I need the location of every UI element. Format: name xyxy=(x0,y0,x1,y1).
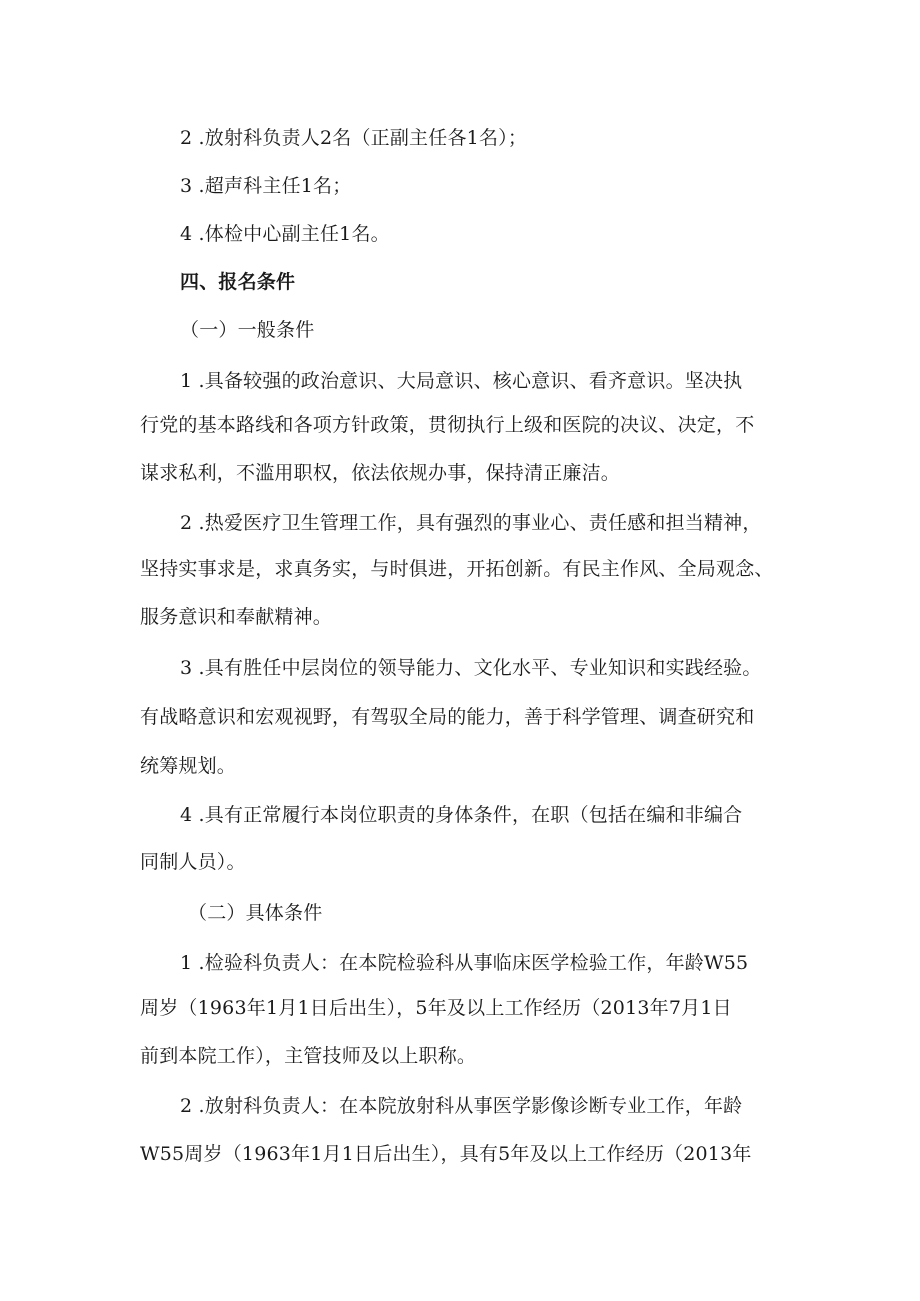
paragraph-line: 2 .放射科负责人：在本院放射科从事医学影像诊断专业工作，年龄 xyxy=(180,1095,743,1117)
paragraph-line: 谋求私利，不滥用职权，依法依规办事，保持清正廉洁。 xyxy=(140,462,621,484)
list-item-radiology-count: 2 .放射科负责人2名（正副主任各1名）； xyxy=(180,127,528,149)
paragraph-line: 前到本院工作），主管技师及以上职称。 xyxy=(140,1045,477,1067)
list-item-ultrasound: 3 .超声科主任1名； xyxy=(180,175,352,197)
paragraph-line: 1 .具备较强的政治意识、大局意识、核心意识、看齐意识。坚决执 xyxy=(180,370,743,392)
section-heading-registration: 四、报名条件 xyxy=(180,271,296,293)
subheading-specific-conditions: （二）具体条件 xyxy=(188,902,323,924)
subheading-general-conditions: （一）一般条件 xyxy=(180,319,315,341)
paragraph-line: 周岁（1963年1月1日后出生），5年及以上工作经历（2013年7月1日 xyxy=(140,997,732,1019)
paragraph-line: 坚持实事求是，求真务实，与时俱进，开拓创新。有民主作风、全局观念、 xyxy=(140,558,774,580)
paragraph-line: 统筹规划。 xyxy=(140,755,237,777)
paragraph-line: 有战略意识和宏观视野，有驾驭全局的能力，善于科学管理、调查研究和 xyxy=(140,706,755,728)
paragraph-line: 1 .检验科负责人：在本院检验科从事临床医学检验工作，年龄W55 xyxy=(180,952,749,974)
paragraph-line: 服务意识和奉献精神。 xyxy=(140,606,333,628)
paragraph-line: 2 .热爱医疗卫生管理工作，具有强烈的事业心、责任感和担当精神， xyxy=(180,512,762,534)
paragraph-line: 行党的基本路线和各项方针政策，贯彻执行上级和医院的决议、决定，不 xyxy=(140,414,755,436)
paragraph-line: 3 .具有胜任中层岗位的领导能力、文化水平、专业知识和实践经验。 xyxy=(180,657,762,679)
list-item-health-center: 4 .体检中心副主任1名。 xyxy=(180,223,390,245)
paragraph-line: 同制人员）。 xyxy=(140,851,246,873)
paragraph-line: W55周岁（1963年1月1日后出生），具有5年及以上工作经历（2013年 xyxy=(140,1143,752,1165)
paragraph-line: 4 .具有正常履行本岗位职责的身体条件，在职（包括在编和非编合 xyxy=(180,804,743,826)
